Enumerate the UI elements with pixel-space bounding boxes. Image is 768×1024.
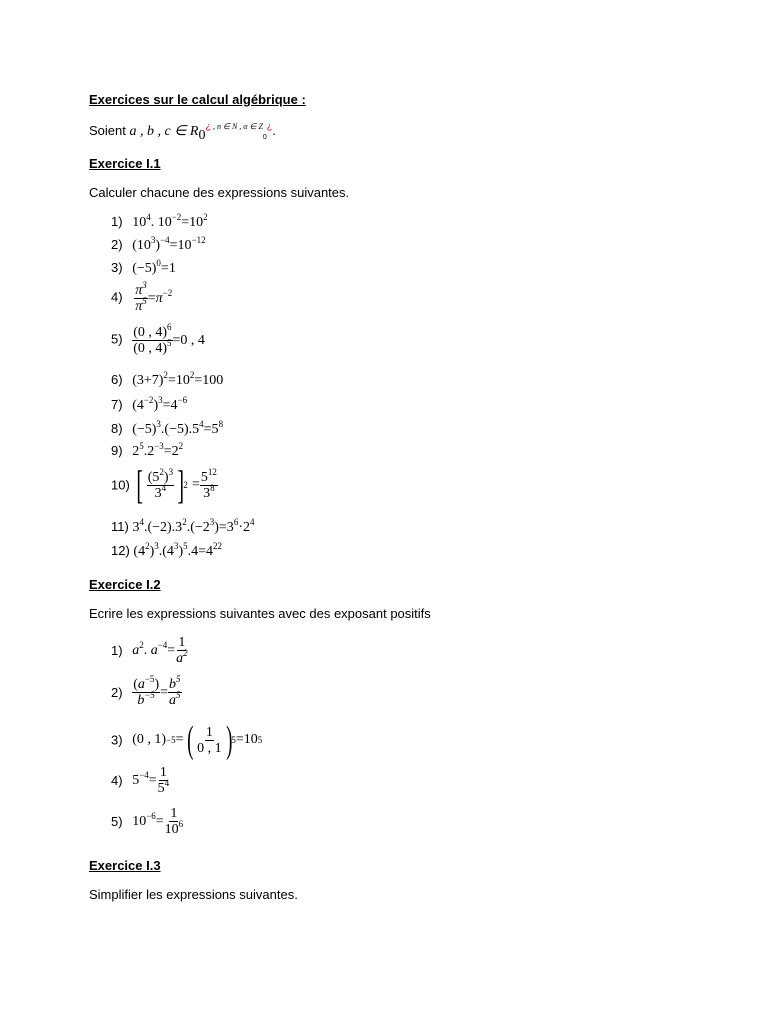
ex2-instruction: Ecrire les expressions suivantes avec des exposant positifs [89,606,431,621]
intro-vars: a , b , c ∈ R [129,124,199,139]
ex1-item-5: 5) $\frac{(0 , 4)^6}{(0 , 4)^5}$ =0 , 4 [111,322,205,356]
ex1-item-3: 3) $(-5)^0=1$ [111,258,176,276]
ex1-item-2: 2) $(10^3)^{-4}=10^{-12}$ [111,235,206,253]
ex2-item-5: 5) $10^{-6}=$ $\frac{1}{10^6}$ [111,806,184,837]
ex1-item-12: 12) $(4^2)^3.(4^3)^5.4=4^{22}$ [111,541,223,559]
ex2-heading: Exercice I.2 [89,577,161,592]
ex1-item-9: 9) $2^5.2^{-3}=2^2$ [111,441,184,459]
ex1-item-8: 8) $(-5)^3.(-5).5^4=5^8$ [111,419,224,437]
ex1-item-4: 4) $\frac{\pi^3}{\pi^5}$ $=\pi^{-2}$ [111,280,173,314]
intro-text: Soient [89,123,126,138]
ex2-item-4: 4) $5^{-4}=$ $\frac{1}{5^4}$ [111,765,170,796]
ex1-instruction: Calculer chacune des expressions suivantes. [89,185,350,200]
ex1-item-6: 6) $(3+7)^2=10^2=100$ [111,370,224,388]
document-title: Exercices sur le calcul algébrique : [89,92,306,107]
ex1-item-10: 10) [ $\frac{(5^2)^3}{3^4}$ ] 2 = $\frac{5^{12}}{3^8}$ [111,462,217,507]
ex1-heading: Exercice I.1 [89,156,161,171]
ex1-item-1: 1) $10^4$. $10^{-2}=10^2$ [111,212,208,230]
ex3-instruction: Simplifier les expressions suivantes. [89,887,298,902]
ex1-item-11: 11) $3^4.(-2).3^2.(-2^3)=3^6\cdot 2^4$ [111,517,255,535]
ex2-item-1: 1) $a^2$. $a^{-4}=$ $\frac{1}{a^2}$ [111,635,188,666]
ex3-heading: Exercice I.3 [89,858,161,873]
ex1-item-7: 7) $(4^{-2})^3=4^{-6}$ [111,395,188,413]
intro-line: Soient a , b , c ∈ $R_0^¿$ $^{, n \in N , \alpha \in Z}_0$¿. [89,121,276,143]
ex2-item-2: 2) $\frac{(a^{-5})}{b^{-5}}$ = $\frac{b^5}{a^5}$ [111,674,181,708]
ex2-item-3: 3) (0 , 1) −5 = ( $\frac{1}{0 , 1}$ ) 5 =10 5 [111,719,263,761]
